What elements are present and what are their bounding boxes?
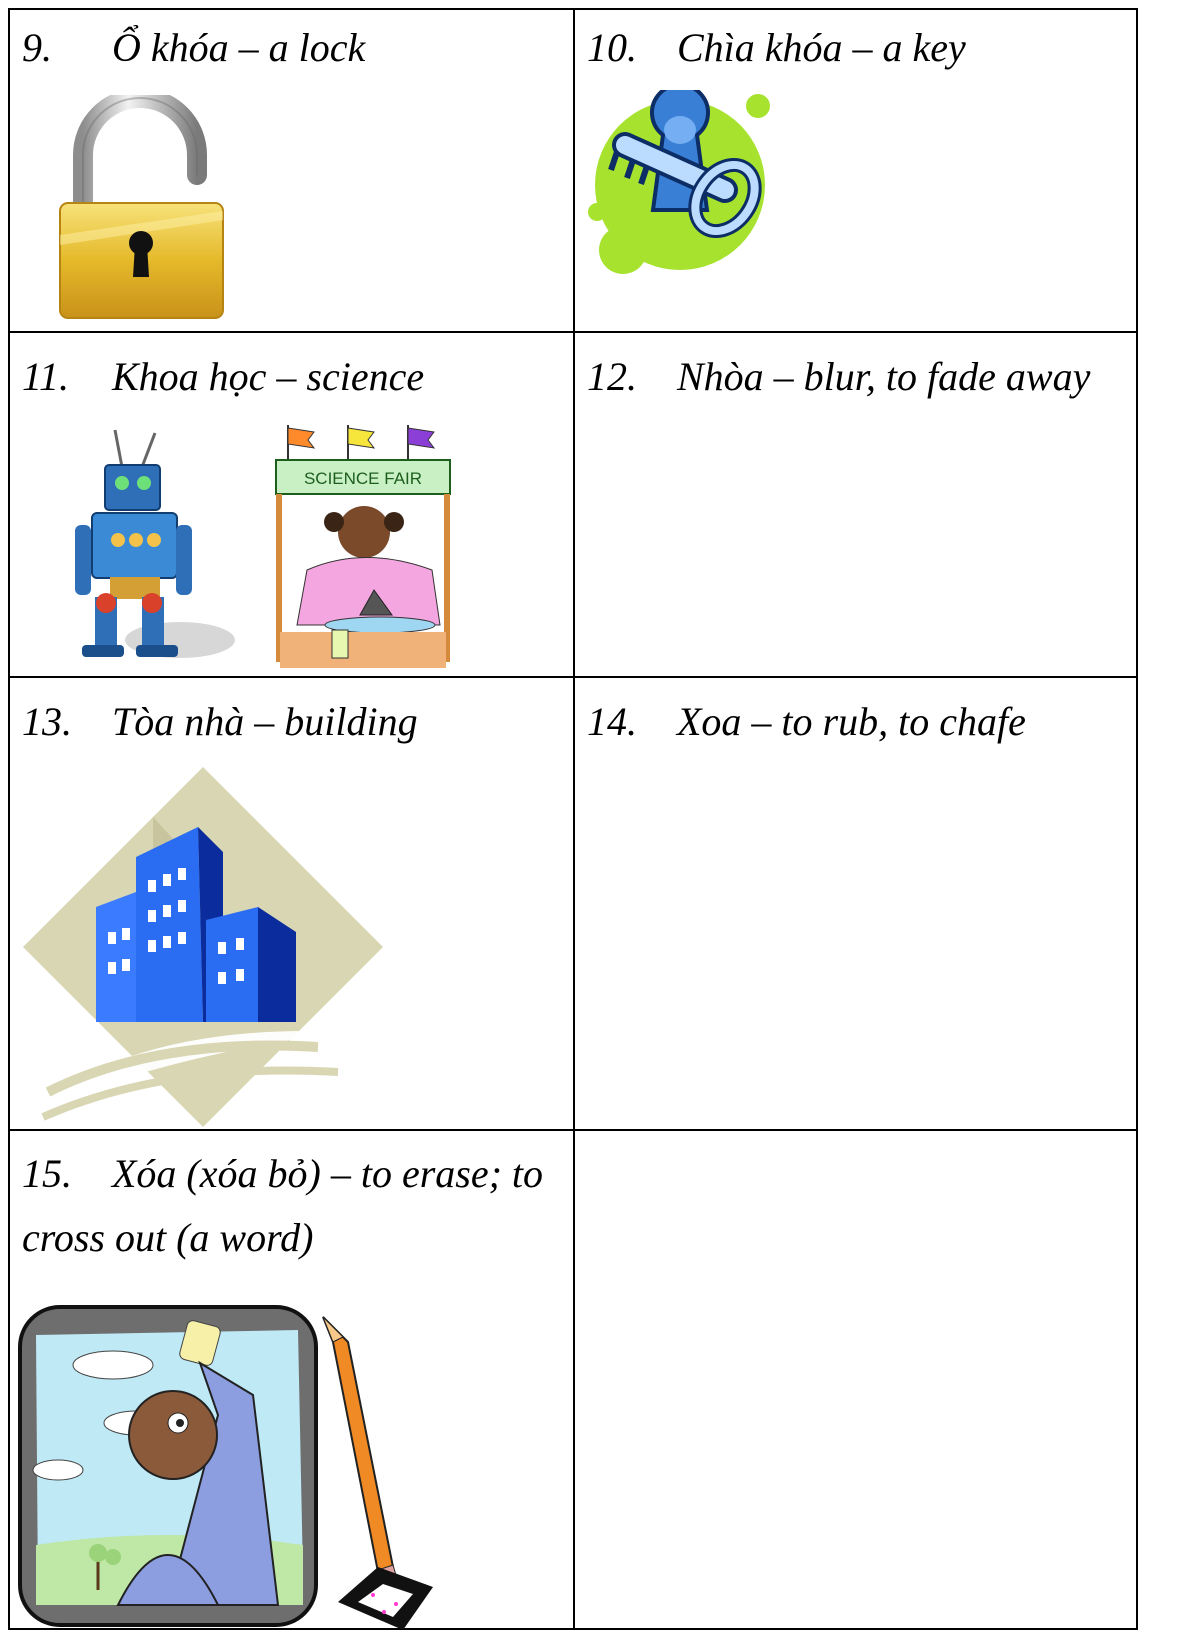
entry-number: 12.	[587, 354, 637, 399]
row-divider	[8, 331, 1138, 333]
entry-text: Xoa – to rub, to chafe	[677, 699, 1026, 744]
entry-text: Khoa học – science	[112, 354, 425, 399]
row-divider	[8, 1129, 1138, 1131]
entry-15	[22, 1142, 562, 1270]
entry-text: Ổ khóa – a lock	[112, 25, 366, 70]
entry-text: Tòa nhà – building	[112, 699, 418, 744]
entry-12	[587, 345, 1090, 409]
science-fair-sign: SCIENCE FAIR	[303, 469, 423, 488]
entry-number: 11.	[22, 354, 70, 399]
row-divider	[8, 676, 1138, 678]
entry-text: Nhòa – blur, to fade away	[677, 354, 1091, 399]
entry-text: Xóa (xóa bỏ) – to erase; to	[112, 1151, 544, 1196]
robot-icon	[70, 425, 240, 665]
entry-number: 15.	[22, 1151, 72, 1196]
key-icon	[585, 90, 775, 275]
entry-text: Chìa khóa – a key	[677, 25, 966, 70]
entry-number: 14.	[587, 699, 637, 744]
erasing-man-icon	[18, 1305, 318, 1627]
entry-number: 13.	[22, 699, 72, 744]
padlock-icon	[55, 95, 230, 320]
pencil-icon	[318, 1312, 443, 1630]
entry-number: 9.	[22, 25, 52, 70]
entry-11	[22, 345, 424, 409]
building-icon	[18, 762, 388, 1127]
column-divider	[573, 8, 575, 1630]
entry-14	[587, 690, 1026, 754]
entry-10	[587, 16, 966, 80]
science-fair-icon	[272, 420, 454, 670]
entry-number: 10.	[587, 25, 637, 70]
entry-text-continued: cross out (a word)	[22, 1215, 314, 1260]
entry-9	[22, 16, 365, 80]
entry-13	[22, 690, 418, 754]
